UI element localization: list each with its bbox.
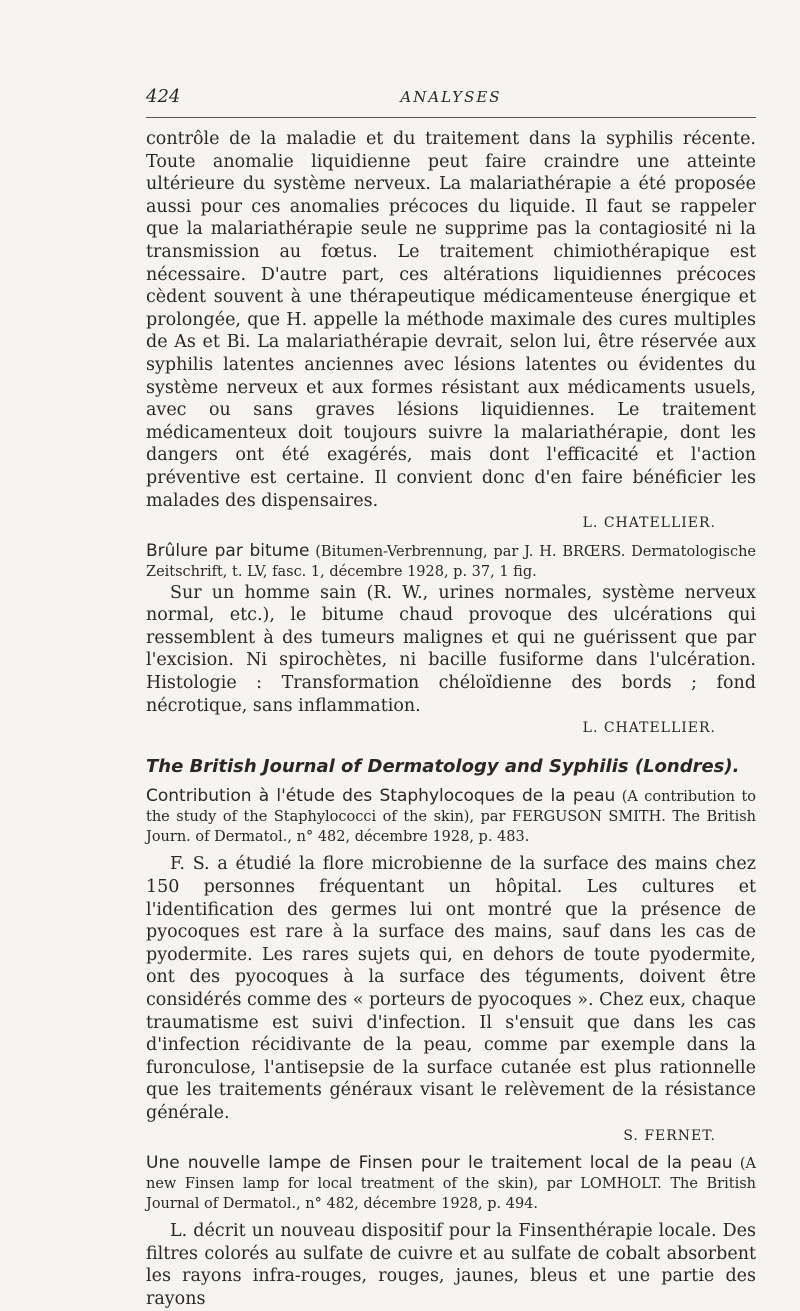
article-bitume-body xyxy=(146,582,756,740)
article-staphylocoques-header xyxy=(146,786,756,847)
article-finsen-reference: (A new Finsen lamp for local treatment of the skin), par LOMHOLT. The British Journal of Dermatol., n° 482, décembre 1928, p. 494. xyxy=(146,1156,757,1213)
article-bitume-text: Sur un homme sain (R. W., urines normales, système nerveux normal, etc.), le bitume chaud provoque des ulcérations qui ressemblent à des tumeurs malignes et qui ne guérissent que par l'excision. Ni spirochètes, ni bacille fusiforme dans l'ulcération. Histologie : Transformation chéloïdienne des bords ; fond nécrotique, sans inflammation. xyxy=(146,582,756,716)
running-title: ANALYSES xyxy=(400,88,502,106)
page-header xyxy=(146,86,756,110)
intro-signature: L. CHATELLIER. xyxy=(582,515,716,532)
article-finsen-header xyxy=(146,1153,756,1214)
intro-paragraph xyxy=(146,128,756,535)
article-finsen xyxy=(146,1153,756,1310)
article-bitume xyxy=(146,541,756,740)
article-bitume-header xyxy=(146,541,756,582)
article-staphylocoques-title: Contribution à l'étude des Staphylocoques de la peau xyxy=(146,786,616,807)
article-bitume-title: Brûlure par bitume xyxy=(146,540,310,561)
header-rule xyxy=(146,117,756,118)
article-bitume-reference: (Bitumen-Verbrennung, par J. H. BRŒRS. Dermatologische Zeitschrift, t. LV, fasc. 1, décembre 1928, p. 37, 1 fig. xyxy=(146,543,757,580)
article-staphylocoques-body xyxy=(146,853,756,1147)
article-staphylocoques xyxy=(146,786,756,1147)
article-staphylocoques-signature: S. FERNET. xyxy=(623,1127,716,1144)
page-body xyxy=(146,128,756,1311)
journal-heading: The British Journal of Dermatology and Syphilis (Londres). xyxy=(146,755,740,777)
article-finsen-title: Une nouvelle lampe de Finsen pour le traitement local de la peau xyxy=(146,1153,733,1174)
article-finsen-body: L. décrit un nouveau dispositif pour la Finsenthérapie locale. Des filtres colorés au sulfate de cuivre et au sulfate de cobalt absorbent les rayons infra-rouges, rouges, jaunes, bleus et une partie des rayons xyxy=(146,1221,756,1309)
page-number: 424 xyxy=(146,86,181,107)
article-staphylocoques-text: F. S. a étudié la flore microbienne de la surface des mains chez 150 personnes fréquentant un hôpital. Les cultures et l'identification des germes lui ont montré que la présence de pyocoques est rare à la surface des mains, sauf dans les cas de pyodermite. Les rares sujets qui, en dehors de toute pyodermite, ont des pyocoques à la surface des téguments, doivent être considérés comme des « porteurs de pyocoques ». Chez eux, chaque traumatisme est suivi d'infection. Il s'ensuit que dans les cas d'infection récidivante de la peau, comme par exemple dans la furonculose, l'antisepsie de la surface cutanée est plus rationnelle que les traitements généraux visant le relèvement de la résistance générale. xyxy=(146,854,756,1123)
intro-text: contrôle de la maladie et du traitement dans la syphilis récente. Toute anomalie liquidienne peut faire craindre une atteinte ultérieure du système nerveux. La malariathérapie a été proposée aussi pour ces anomalies précoces du liquide. Il faut se rappeler que la malariathérapie seule ne supprime pas la contagiosité ni la transmission au fœtus. Le traitement chimiothérapique est nécessaire. D'autre part, ces altérations liquidiennes précoces cèdent souvent à une thérapeutique médicamenteuse énergique et prolongée, que H. appelle la méthode maximale des cures multiples de As et Bi. La malariathérapie devrait, selon lui, être réservée aux syphilis latentes anciennes avec lésions latentes ou évidentes du système nerveux et aux formes résistant aux médicaments usuels, avec ou sans graves lésions liquidiennes. Le traitement médicamenteux doit toujours suivre la malariathérapie, dont les dangers ont été exagérés, mais dont l'efficacité et l'action préventive est certaine. Il convient donc d'en faire bénéficier les malades des dispensaires. xyxy=(146,129,756,511)
article-staphylocoques-reference: (A contribution to the study of the Staphylococci of the skin), par FERGUSON SMITH. The British Journ. of Dermatol., n° 482, décembre 1928, p. 483. xyxy=(146,789,756,846)
article-bitume-signature: L. CHATELLIER. xyxy=(582,720,716,737)
